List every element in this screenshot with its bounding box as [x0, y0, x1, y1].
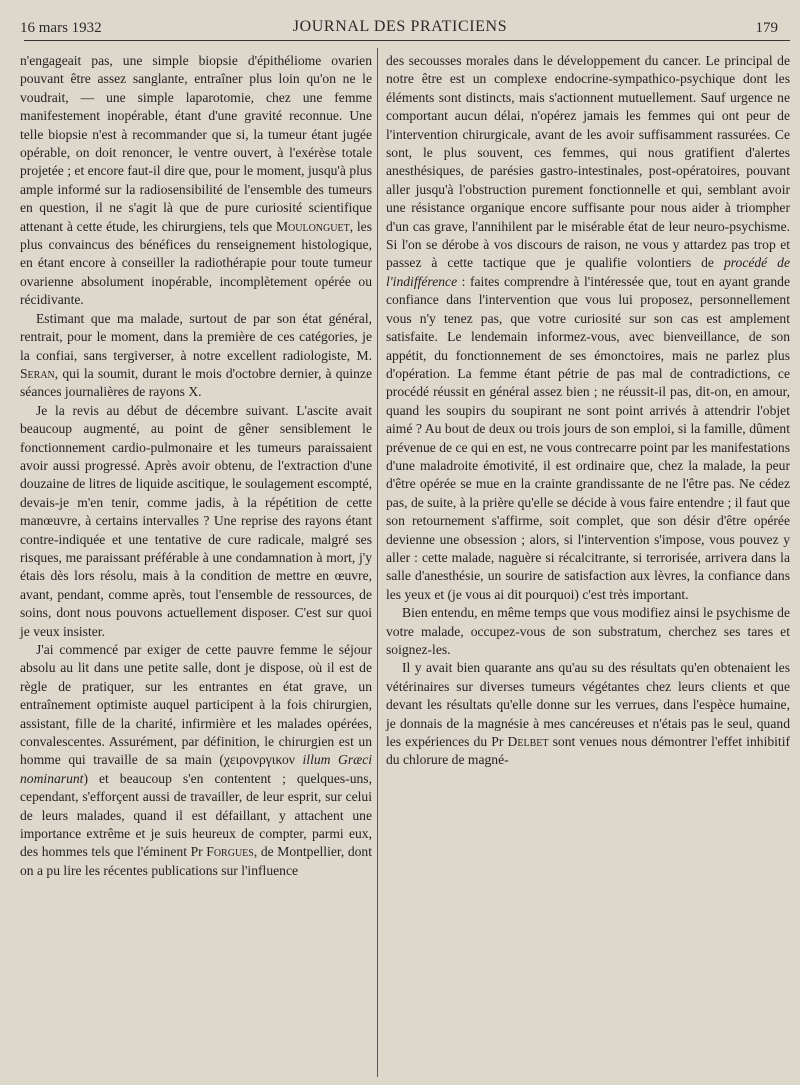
author-name: Forgues [206, 844, 254, 860]
left-column [20, 52, 372, 880]
paragraph: des secousses morales dans le développement du cancer. Le principal de notre être est un complexe endocrine-sympathico-psychique dont les éléments sont distincts, mais s'actionnent mutuellement. Sauf urgence ne comportant aucun délai, n'opérez jamais les femmes qui ont peur de l'intervention chirurgicale, avant de les avoir suffisamment rassurées. Ce sont, le plus souvent, ces femmes, qui nous gratifient d'alertes anesthésiques, de parésies gastro-intestinales, post-opératoires, pouvant aller jusqu'à l'obstruction purement fonctionnelle et qui, semblant avoir une résistance organique encore suffisante pour nous aider à triompher d'un cas grave, l'annihilent par le misérable état de leur neuro-psychisme. Si l'on se dérobe à vos discours de raison, ne vous y attardez pas trop et passez à cette tactique que je qualifie volontiers de procédé de l'indifférence : faites comprendre à l'intéressée que, tout en ayant grande confiance dans l'intervention que vous lui proposez, personnellement vous n'y tenez pas, que votre curiosité sur son cas est amplement satisfaite. Le lendemain informez-vous, avec bienveillance, de son appétit, du fonctionnement de ses émonctoires, mais ne parlez plus d'opération. La femme étant pétrie de pas mal de contradictions, ce procédé réussit en général assez bien ; ne réussit-il pas, dit-on, en amour, quand les soupirs du soupirant ne sont point arrivés à attendrir l'objet aimé ? Au bout de deux ou trois jours de son emploi, si la famille, dûment prévenue de ce qui en est, ne vous contrecarre point par les manifestations d'une maladroite émotivité, il est ordinaire que, chez la malade, la peur d'être opérée se mue en la crainte grandissante de ne l'être pas. Ne cédez pas, de suite, à la prière qu'elle se décide à vous faire entendre ; il faut que son retournement s'affirme, soit complet, que son désir d'être opérée devienne une obsession ; alors, si l'intervention s'impose, vous pouvez y aller : cette malade, naguère si récalcitrante, si terrorisée, arrivera dans la salle d'anesthésie, un sourire de satisfaction aux lèvres, la confiance dans les yeux et (je vous ai dit pourquoi) c'est très important. [386, 53, 790, 602]
italic-term: procédé de l'indifférence [386, 255, 790, 289]
running-header [0, 14, 800, 38]
header-rule [24, 40, 790, 41]
journal-title: JOURNAL DES PRATICIENS [292, 18, 508, 35]
paragraph: Bien entendu, en même temps que vous modifiez ainsi le psychisme de votre malade, occupez-vous de son substratum, cherchez ses tares et soignez-les. [386, 605, 790, 657]
page-number: 179 [755, 20, 778, 36]
author-name: Delbet [507, 734, 549, 750]
paragraph: J'ai commencé par exiger de cette pauvre femme le séjour absolu au lit dans une petite salle, dont je dispose, où il est de règle de pratiquer, sur les entrantes en état grave, un entraînement optimiste auquel participent à la fois chirurgien, assistant, fille de la charité, infirmière et les malades opérées, convalescentes. Assurément, par définition, le chirurgien est un homme qui travaille de sa main (χειρονργικον illum Græci nominarunt) et beaucoup s'en contentent ; quelques-uns, cependant, s'efforçent aussi de travailler, de leur esprit, sur celui de leurs malades, quand il est défaillant, y attachent une importance extrême et je suis heureux de compter, parmi eux, des hommes tels que l'éminent Pr Forgues, de Montpellier, dont on a pu lire les récentes publications sur l'influence [20, 642, 373, 878]
column-divider [377, 48, 378, 1077]
paragraph: Estimant que ma malade, surtout de par son état général, rentrait, pour le moment, dans la première de ces catégories, je la confiai, sans tergiverser, à notre excellent radiologiste, M. Seran, qui la soumit, durant le mois d'octobre dernier, à quinze séances journalières de rayons X. [20, 310, 372, 400]
author-name: Moulonguet [275, 218, 350, 234]
paragraph: Je la revis au début de décembre suivant. L'ascite avait beaucoup augmenté, au point de gêner sensiblement le fonctionnement cardio-pulmonaire et les tumeurs paraissaient avoir aussi progressé. Après avoir obtenu, de l'extraction d'une douzaine de litres de liquide ascitique, le soulagement escompté, devais-je m'en tenir, comme jadis, à la répétition de cette manœuvre, à certains intervalles ? Une reprise des rayons étant contre-indiquée et une tentative de cure radicale, malgré ses risques, me paraissant préférable à une condamnation à mort, j'y étais dès lors résolu, mais à la condition de mettre en œuvre, avant, pendant, comme après, tout l'ensemble de ressources, de soins, dont nous pouvons actuellement disposer. C'est sur quoi je veux insister. [20, 402, 372, 639]
issue-date: 16 mars 1932 [20, 20, 102, 36]
paragraph: Il y avait bien quarante ans qu'au su des résultats qu'en obtenaient les vétérinaires sur diverses tumeurs végétantes chez leurs clients et que devant les résultats qu'elle donne sur les verrues, dans l'espèce humaine, je donnais de la magnésie à mes cancéreuses et n'étais pas le seul, quand les expériences du Pr Delbet sont venues nous démontrer l'effet inhibitif du chlorure de magné- [386, 660, 790, 768]
paragraph: n'engageait pas, une simple biopsie d'épithéliome ovarien pouvant être assez sanglante, entraîner plus loin qu'on ne le voudrait, — une simple laparotomie, chez une femme manifestement inopérable, étant d'une gravité reconnue. Une telle biopsie n'est à recommander que si, la tumeur étant jugée opérable, on doit renoncer, le ventre ouvert, à l'exérèse totale projetée ; et encore faut-il dire que, pour le moment, jusqu'à plus ample informé sur la radiosensibilité de l'ensemble des tumeurs en question, il ne s'agit là que de pure curiosité scientifique attenant à cette étude, les chirurgiens, tels que Moulonguet, les plus convaincus des bénéfices du renseignement histologique, en étant encore à conseiller la radiothérapie pour toute tumeur ovarienne absolument inopérable, incomplètement opérée ou récidivante. [20, 53, 372, 308]
latin-quote: illum Græci nominarunt [20, 752, 373, 786]
right-column [386, 52, 790, 770]
author-name: Seran [20, 365, 55, 381]
